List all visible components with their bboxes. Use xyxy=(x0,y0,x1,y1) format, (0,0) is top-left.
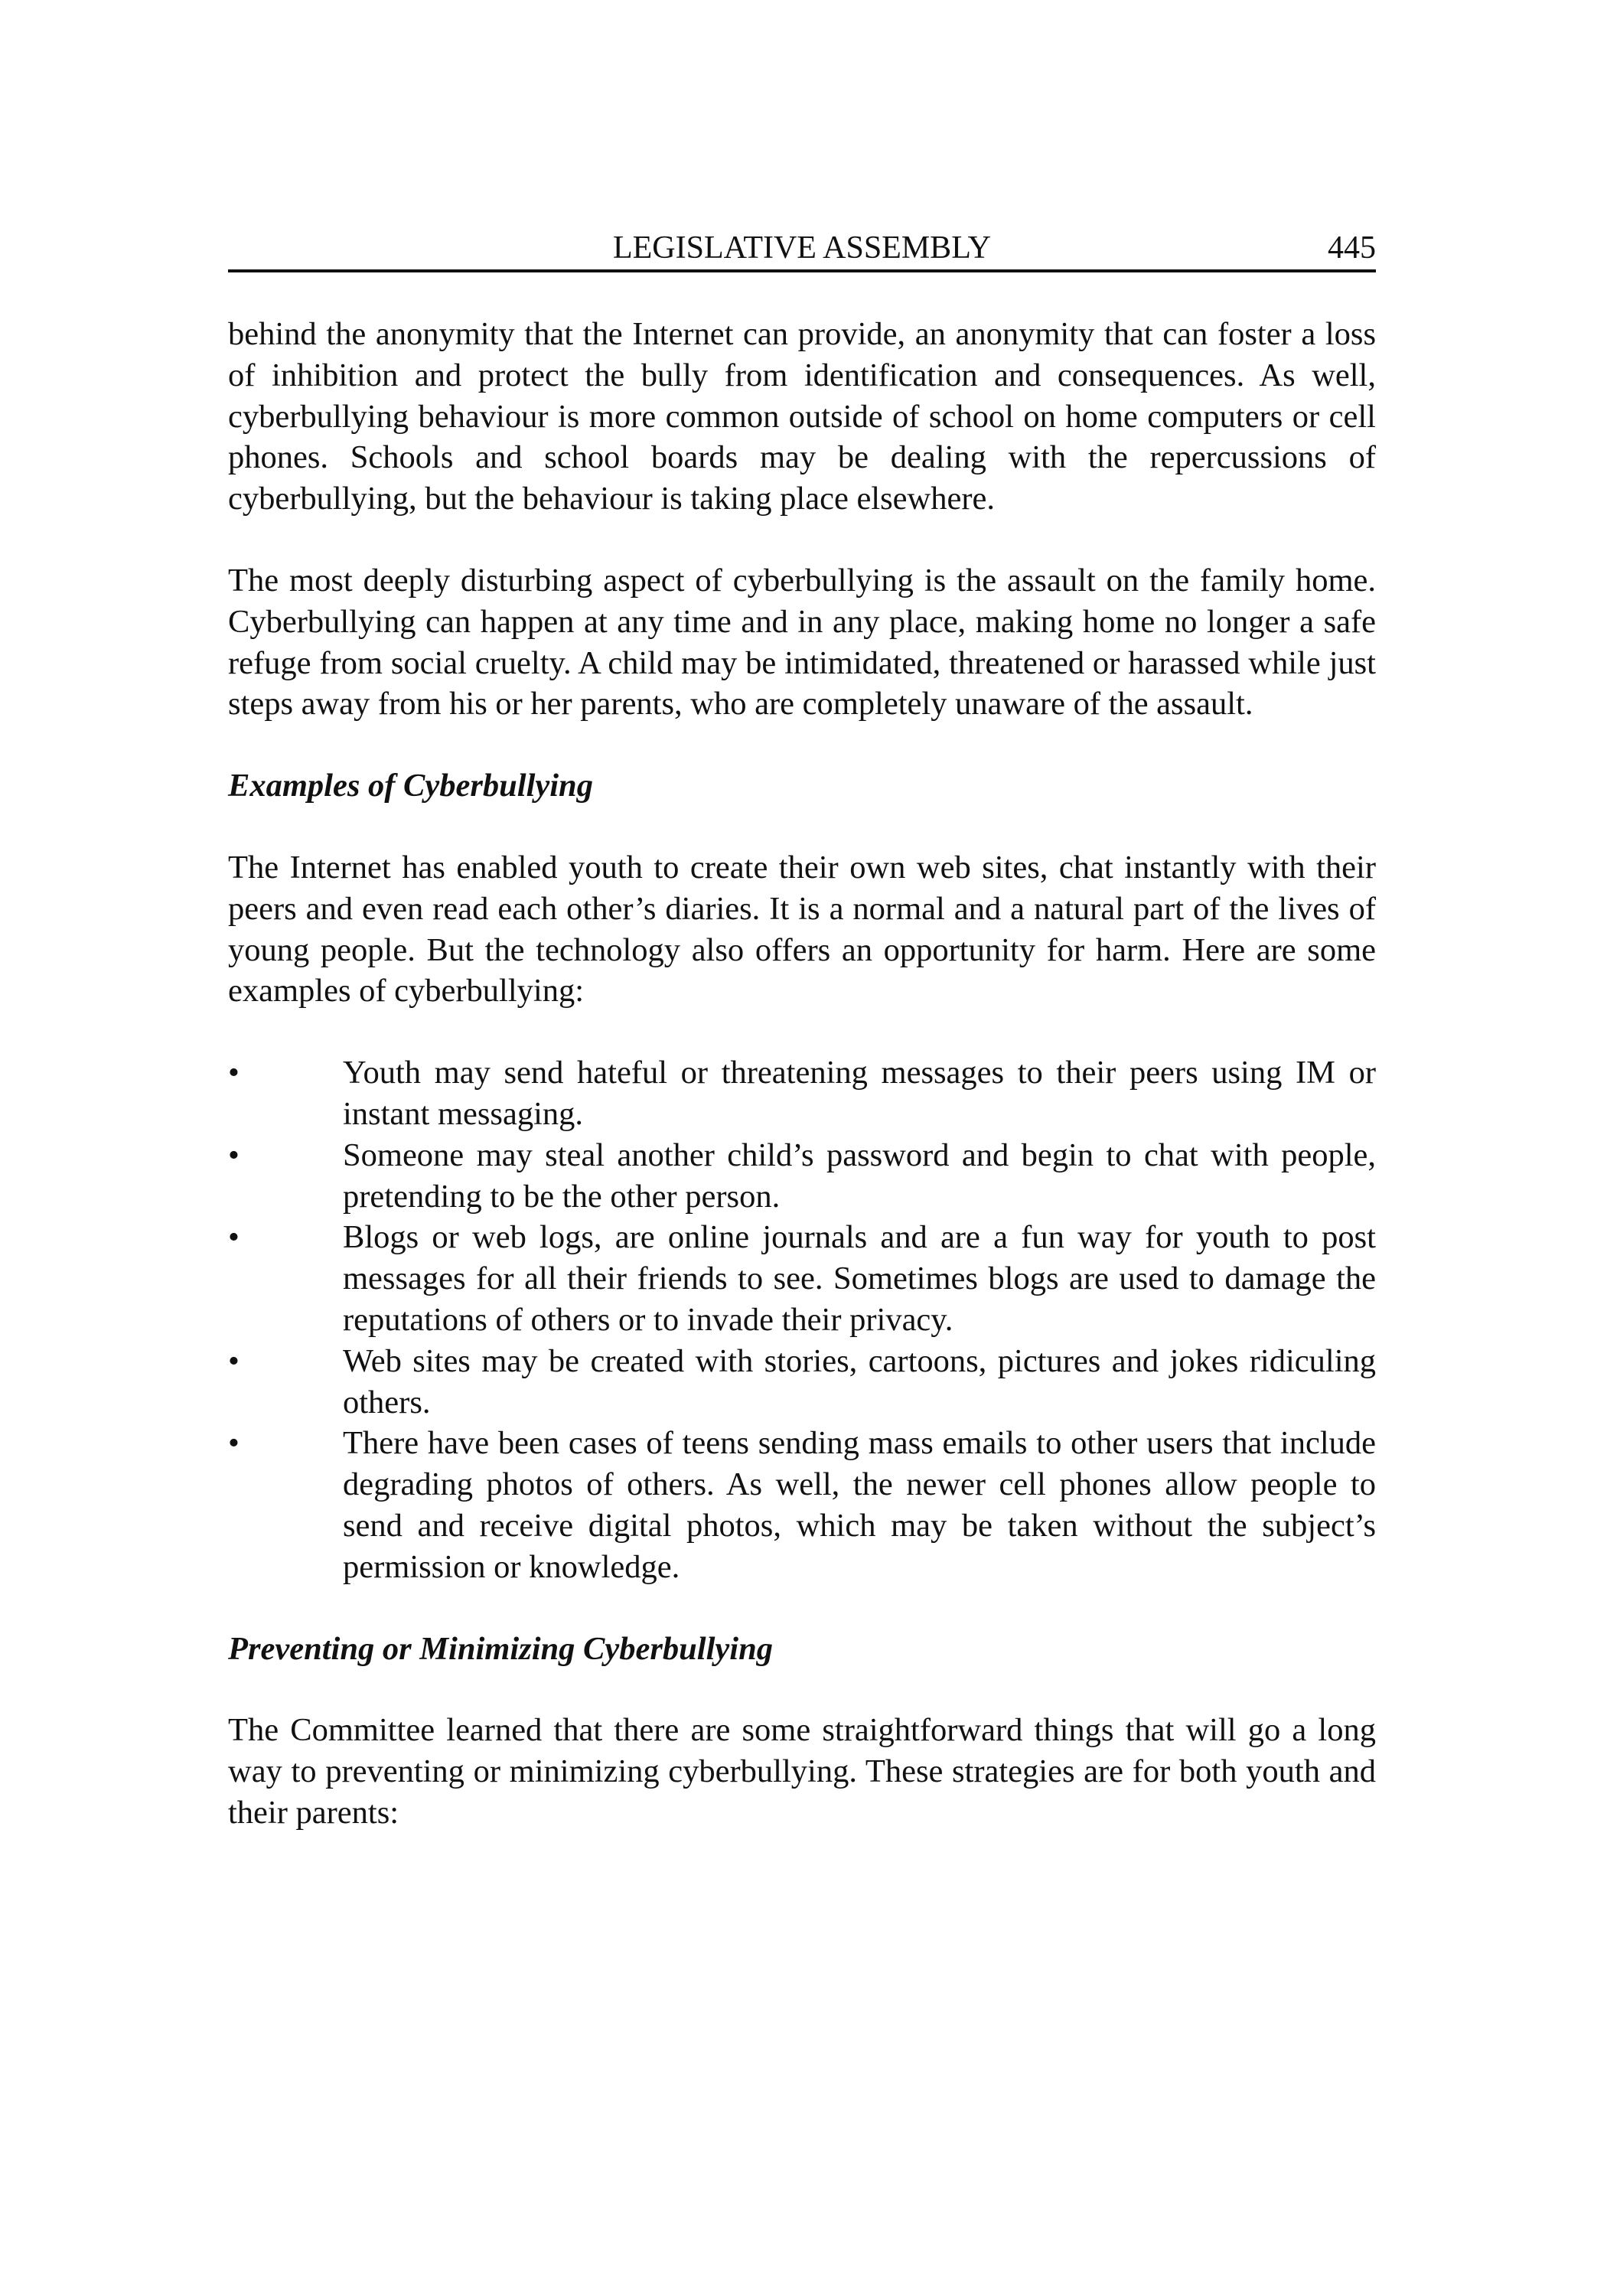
page-number: 445 xyxy=(1328,230,1376,266)
examples-bullet-list xyxy=(228,1052,1376,1587)
bullet-item xyxy=(228,1217,1376,1340)
header-title: LEGISLATIVE ASSEMBLY xyxy=(613,230,991,266)
bullet-text: Blogs or web logs, are online journals and are a fun way for youth to post messages for all their friends to see. Sometimes blogs are used to damage the reputations of others or to invade their privacy. xyxy=(343,1219,1376,1338)
heading-preventing: Preventing or Minimizing Cyberbullying xyxy=(228,1630,773,1667)
heading-examples: Examples of Cyberbullying xyxy=(228,768,593,804)
bullet-text: Web sites may be created with stories, cartoons, pictures and jokes ridiculing others. xyxy=(343,1342,1376,1420)
bullet-marker: • xyxy=(228,1425,240,1462)
paragraph-internet-youth: The Internet has enabled youth to create their own web sites, chat instantly with their peers and even read each other’s diaries. It is a normal and a natural part of the lives of young people. But the technology also offers an opportunity for harm. Here are some examples of cyberbullying: xyxy=(228,849,1376,1009)
paragraph-committee-strategies: The Committee learned that there are some straightforward things that will go a long way to preventing or minimizing cyberbullying. These strategies are for both youth and their parents: xyxy=(228,1712,1376,1831)
bullet-marker: • xyxy=(228,1137,240,1173)
bullet-item xyxy=(228,1135,1376,1218)
bullet-item xyxy=(228,1423,1376,1587)
bullet-text: Someone may steal another child’s password and begin to chat with people, pretending to be the other person. xyxy=(343,1137,1376,1215)
paragraph-family-home: The most deeply disturbing aspect of cyberbullying is the assault on the family home. Cyberbullying can happen at any time and in any place, making home no longer a safe refuge from social cruelty. A child may be intimidated, threatened or harassed while just steps away from his or her parents, who are completely unaware of the assault. xyxy=(228,562,1376,722)
bullet-marker: • xyxy=(228,1342,240,1379)
bullet-text: There have been cases of teens sending mass emails to other users that include degrading photos of others. As well, the newer cell phones allow people to send and receive digital photos, which may be taken without the subject’s permission or knowledge. xyxy=(343,1425,1376,1585)
running-header xyxy=(228,227,1376,272)
paragraph-anonymity: behind the anonymity that the Internet can provide, an anonymity that can foster a loss of inhibition and protect the bully from identification and consequences. As well, cyberbullying behaviour is more common outside of school on home computers or cell phones. Schools and school boards may be dealing with the repercussions of cyberbullying, but the behaviour is taking place elsewhere. xyxy=(228,316,1376,517)
page-content xyxy=(228,227,1376,1834)
bullet-marker: • xyxy=(228,1055,240,1091)
bullet-item xyxy=(228,1341,1376,1424)
bullet-item xyxy=(228,1052,1376,1135)
bullet-text: Youth may send hateful or threatening messages to their peers using IM or instant messaging. xyxy=(343,1055,1376,1132)
bullet-marker: • xyxy=(228,1219,240,1256)
